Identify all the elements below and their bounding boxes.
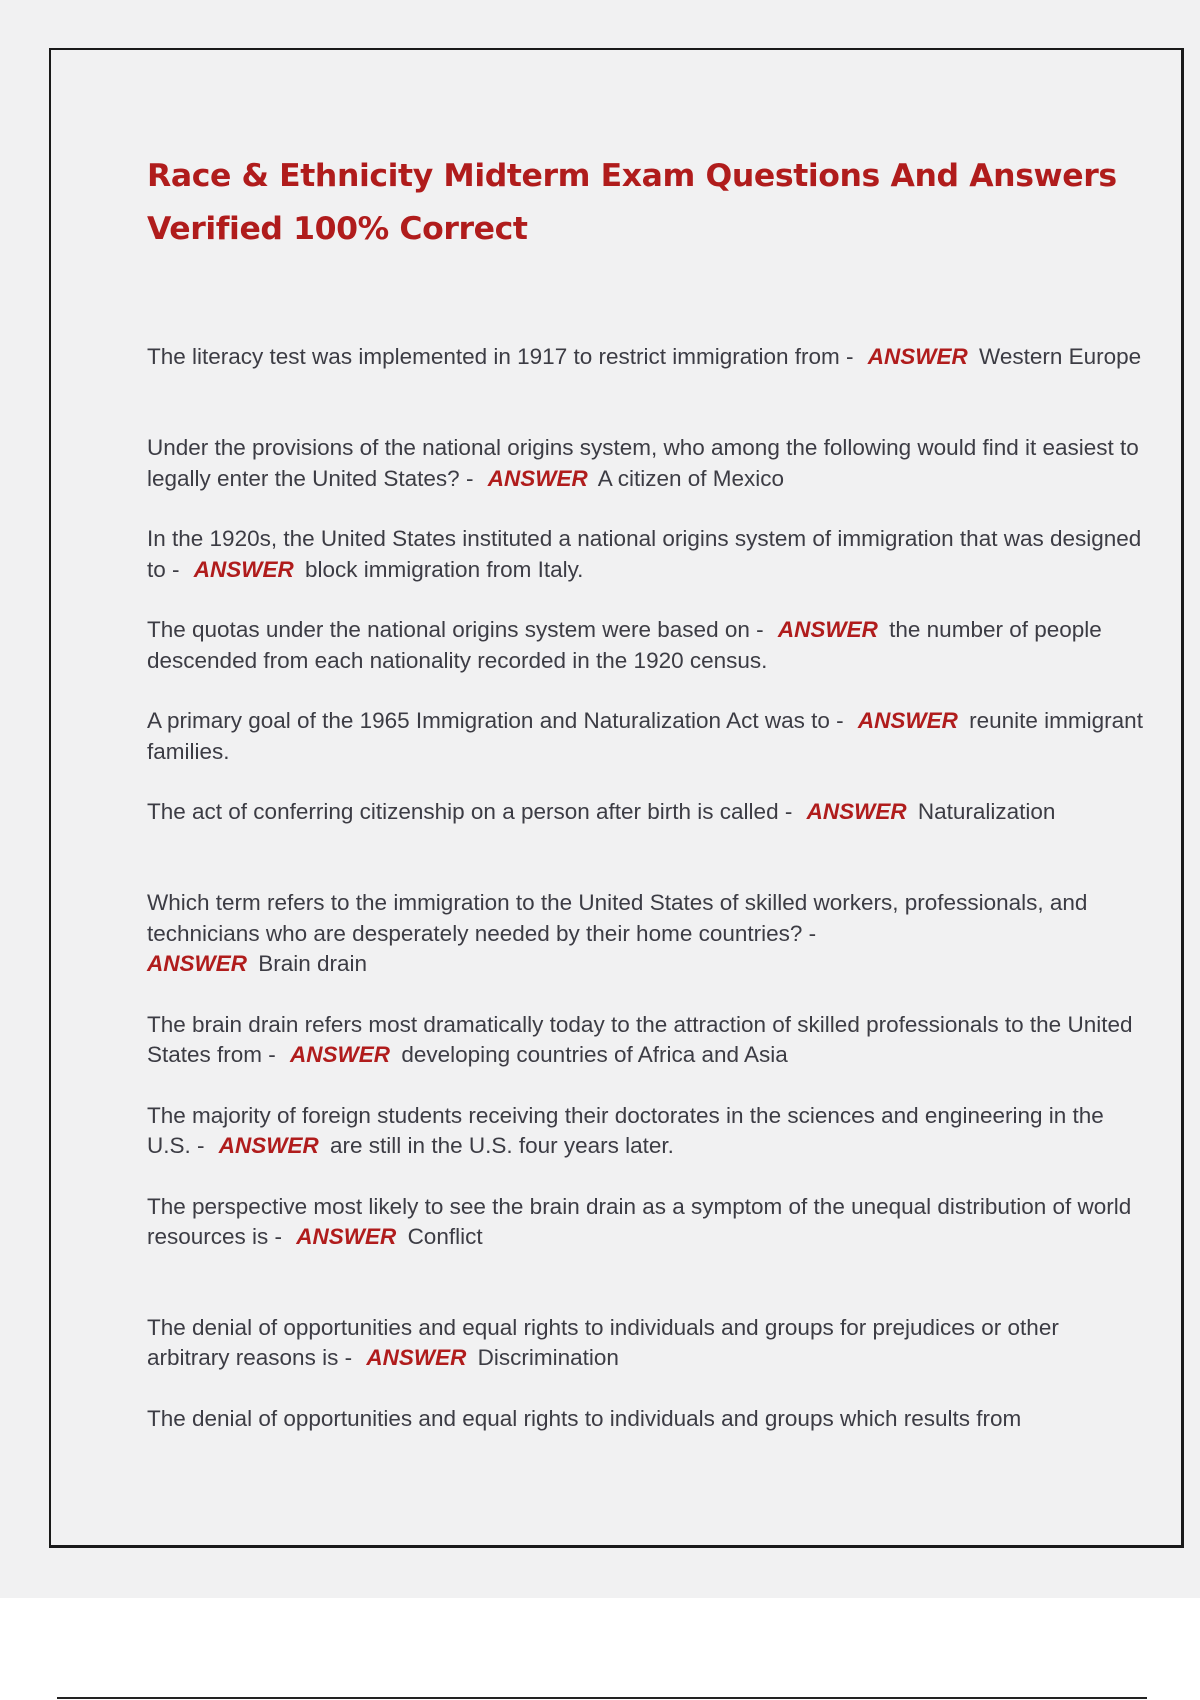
bottom-divider	[57, 1697, 1147, 1699]
answer-label: ANSWER	[867, 344, 968, 369]
document-title: Race & Ethnicity Midterm Exam Questions And Answers Verified 100% Correct	[147, 158, 1117, 247]
question-text: The literacy test was implemented in 1917 to restrict immigration from	[147, 344, 840, 369]
answer-text: Conflict	[407, 1224, 483, 1249]
qa-item-10	[147, 1192, 1147, 1283]
answer-text: Brain drain	[258, 951, 368, 976]
qa-item-9	[147, 1101, 1147, 1162]
answer-label: ANSWER	[296, 1224, 397, 1249]
answer-label: ANSWER	[366, 1345, 467, 1370]
separator: -	[802, 920, 817, 946]
question-text: Which term refers to the immigration to the United States of skilled workers, professionals, and technicians who are desperately needed by their home countries?	[147, 890, 1088, 946]
answer-text: A citizen of Mexico	[597, 465, 785, 491]
qa-item-3	[147, 524, 1147, 585]
answer-text: Discrimination	[477, 1345, 619, 1370]
qa-item-6	[147, 797, 1147, 858]
answer-label: ANSWER	[777, 617, 878, 642]
separator: -	[262, 1042, 283, 1067]
answer-label: ANSWER	[487, 465, 588, 491]
answer-text: the number of people descended from each nationality recorded in the 1920 census.	[147, 617, 1102, 673]
separator: -	[459, 465, 480, 491]
separator: -	[749, 617, 770, 642]
separator: -	[338, 1345, 359, 1370]
qa-item-8	[147, 1010, 1147, 1071]
answer-label: ANSWER	[193, 556, 294, 582]
question-text: The denial of opportunities and equal rights to individuals and groups which results from	[147, 1405, 1022, 1431]
answer-text: block immigration from Italy.	[305, 556, 584, 582]
answer-label: ANSWER	[147, 951, 247, 976]
answer-label: ANSWER	[290, 1042, 391, 1067]
qa-item-12	[147, 1404, 1147, 1465]
question-text: The denial of opportunities and equal rights to individuals and groups for prejudices or other arbitrary reasons is	[147, 1314, 1059, 1370]
separator: -	[778, 799, 799, 824]
separator: -	[190, 1133, 211, 1158]
question-text: The act of conferring citizenship on a person after birth is called	[147, 799, 779, 824]
answer-text: developing countries of Africa and Asia	[401, 1042, 788, 1067]
answer-label: ANSWER	[857, 708, 958, 733]
question-text: The quotas under the national origins system were based on	[147, 617, 750, 642]
question-text: The brain drain refers most dramatically today to the attraction of skilled professionals to the United States from	[147, 1011, 1133, 1067]
qa-item-11	[147, 1313, 1147, 1374]
answer-label: ANSWER	[218, 1133, 319, 1158]
answer-text: Naturalization	[917, 799, 1056, 824]
answer-text: reunite immigrant families.	[147, 708, 1143, 764]
separator: -	[839, 344, 860, 369]
question-text: Under the provisions of the national origins system, who among the following would find it easiest to legally enter the United States?	[147, 435, 1139, 491]
qa-item-2	[147, 433, 1147, 494]
qa-item-5	[147, 706, 1147, 767]
question-text: The majority of foreign students receiving their doctorates in the sciences and engineering in the U.S.	[147, 1102, 1104, 1158]
qa-item-4	[147, 615, 1147, 676]
separator: -	[165, 556, 186, 582]
separator: -	[268, 1224, 289, 1249]
answer-label: ANSWER	[806, 799, 907, 824]
answer-text: Western Europe	[979, 344, 1142, 369]
qa-item-1	[147, 342, 1147, 403]
question-text: In the 1920s, the United States instituted a national origins system of immigration that was designed to	[147, 526, 1142, 582]
question-text: The perspective most likely to see the brain drain as a symptom of the unequal distribution of world resources is	[147, 1193, 1132, 1249]
qa-list	[147, 342, 1147, 1495]
separator: -	[829, 708, 850, 733]
question-text: A primary goal of the 1965 Immigration and Naturalization Act was to	[147, 708, 830, 733]
document-page	[49, 48, 1184, 1548]
answer-text: are still in the U.S. four years later.	[330, 1133, 674, 1158]
qa-item-7	[147, 888, 1147, 980]
